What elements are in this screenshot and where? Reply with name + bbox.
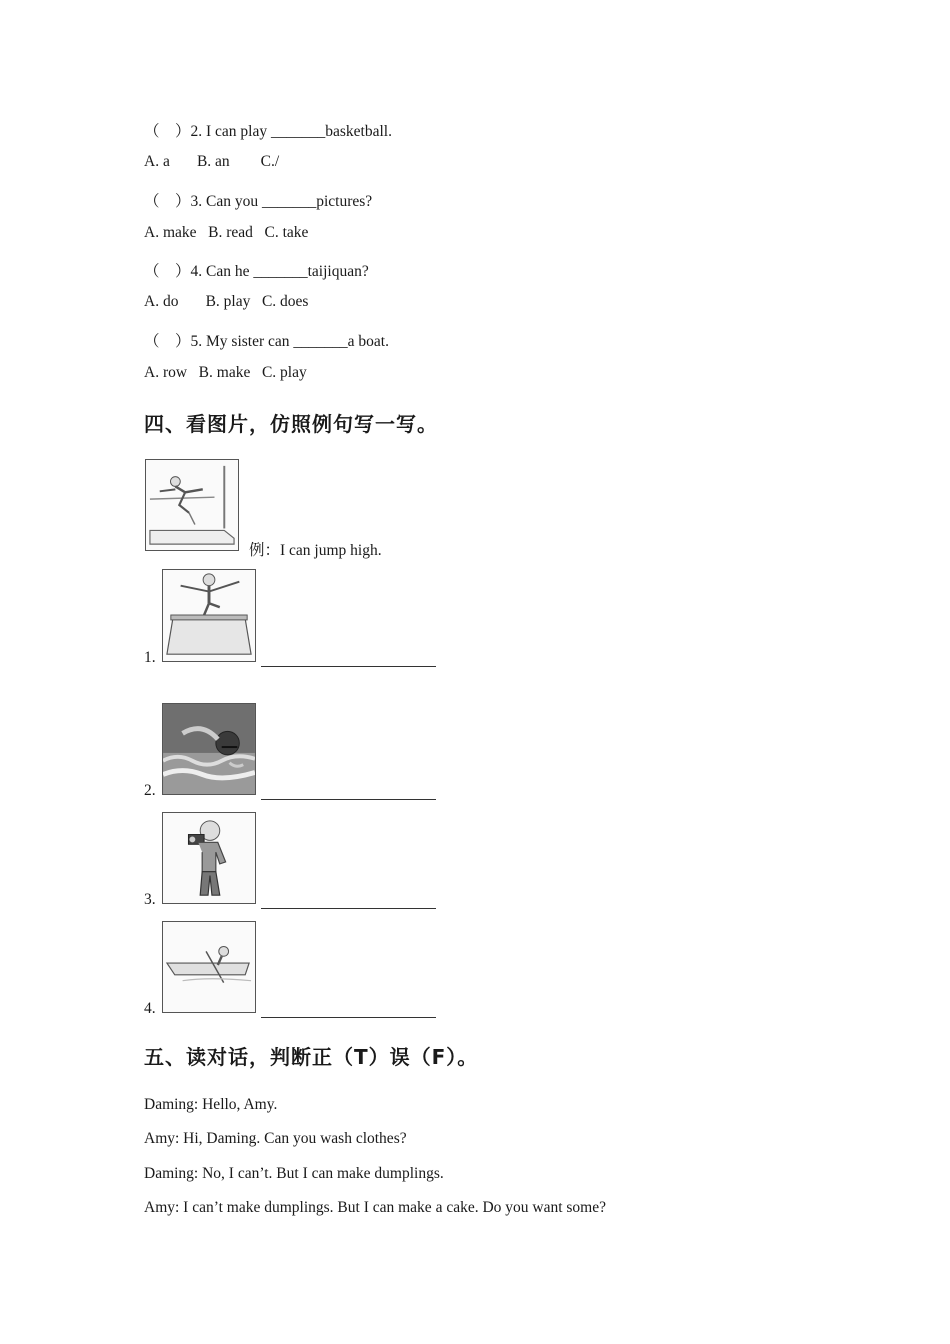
section-4-heading: 四、看图片，仿照例句写一写。 — [144, 412, 438, 436]
question-4-stem: （ ）4. Can he _______taijiquan? — [144, 263, 369, 280]
rowing-boat-illustration — [162, 921, 256, 1013]
item-3-number: 3. — [144, 891, 156, 908]
question-3-stem: （ ）3. Can you _______pictures? — [144, 193, 373, 210]
item-1-number: 1. — [144, 649, 156, 666]
jump-high-illustration — [145, 459, 239, 551]
question-5-stem: （ ）5. My sister can _______a boat. — [144, 333, 389, 350]
example-sentence: 例：I can jump high. — [249, 542, 382, 559]
item-2-number: 2. — [144, 782, 156, 799]
dialogue-line: Amy: I can’t make dumplings. But I can make a cake. Do you want some? — [144, 1199, 607, 1216]
dialogue-line: Daming: No, I can’t. But I can make dumplings. — [144, 1165, 444, 1182]
swimming-illustration — [162, 703, 256, 795]
question-3-options: A. make B. read C. take — [144, 224, 309, 241]
balance-beam-illustration — [162, 569, 256, 662]
question-2-options: A. a B. an C./ — [144, 153, 280, 170]
item-1-answer-blank[interactable] — [261, 666, 436, 667]
dialogue-line: Daming: Hello, Amy. — [144, 1096, 278, 1113]
dialogue-line: Amy: Hi, Daming. Can you wash clothes? — [144, 1130, 407, 1147]
item-2-answer-blank[interactable] — [261, 799, 436, 800]
section-5-heading: 五、读对话，判断正（T）误（F）。 — [144, 1045, 479, 1069]
question-4-options: A. do B. play C. does — [144, 293, 309, 310]
question-2-stem: （ ）2. I can play _______basketball. — [144, 123, 392, 140]
item-4-number: 4. — [144, 1000, 156, 1017]
item-4-answer-blank[interactable] — [261, 1017, 436, 1018]
question-5-options: A. row B. make C. play — [144, 364, 307, 381]
taking-photo-illustration — [162, 812, 256, 904]
item-3-answer-blank[interactable] — [261, 908, 436, 909]
